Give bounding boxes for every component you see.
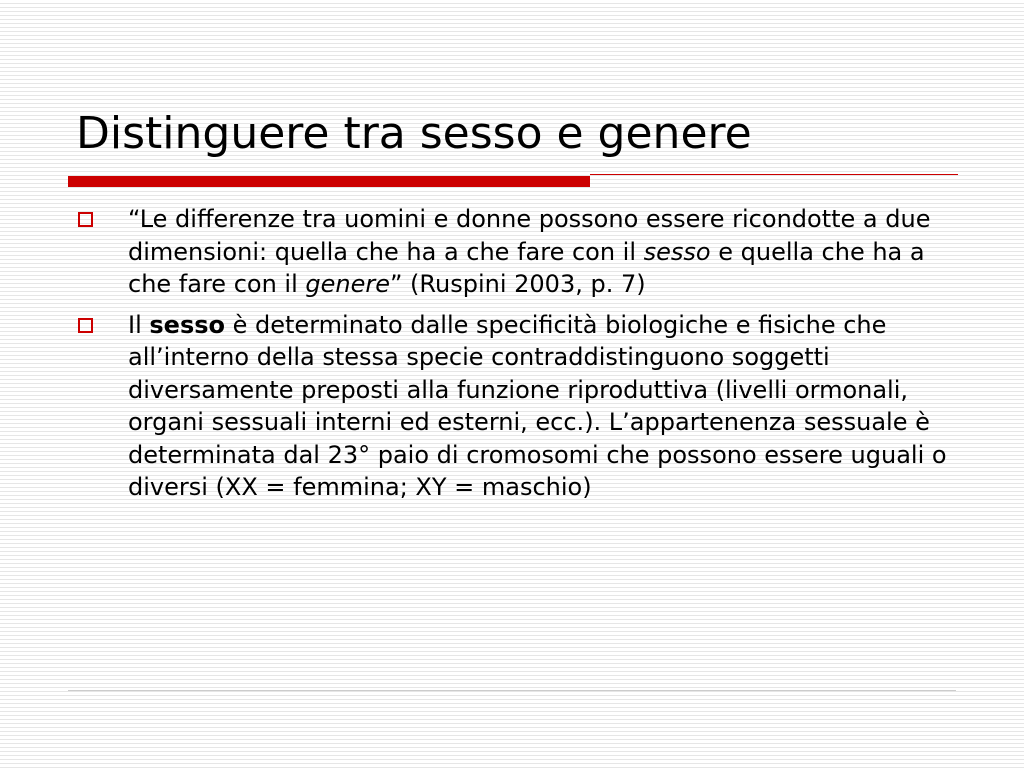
bullet-item-sesso-definition: [76, 309, 956, 504]
slide-title: Distinguere tra sesso e genere: [76, 108, 752, 159]
definition-text-part: Il: [128, 310, 150, 339]
emphasis-sesso: sesso: [643, 237, 711, 266]
footer-divider: [68, 690, 956, 691]
strong-sesso: sesso: [149, 310, 225, 339]
hollow-square-bullet-icon: [78, 318, 93, 333]
title-underline-thick: [68, 176, 590, 187]
quote-text-part: e quella che ha a che fare con il: [128, 237, 925, 298]
definition-text-part: è determinato dalle specificità biologiche e fisiche che all’interno della stessa specie contraddistinguono soggetti diversamente preposti alla funzione riproduttiva (livelli ormonali, organi sessuali interni ed esterni, ecc.). L’appartenenza sessuale è determinata dal 23° paio di cromosomi che possono essere uguali o diversi (XX = femmina; XY = maschio): [128, 310, 947, 501]
bullet-text: [128, 205, 930, 298]
quote-text-part: “Le differenze tra uomini e donne possono essere ricondotte a due dimensioni: quella che ha a che fare con il: [128, 205, 931, 266]
quote-text-part: ” (Ruspini 2003, p. 7): [389, 270, 646, 298]
emphasis-genere: genere: [305, 270, 390, 298]
bullet-text: [128, 311, 947, 502]
hollow-square-bullet-icon: [78, 212, 93, 227]
bullet-item-quote: [76, 203, 956, 301]
bullet-list: [76, 203, 956, 512]
title-underline-thin: [590, 174, 958, 175]
